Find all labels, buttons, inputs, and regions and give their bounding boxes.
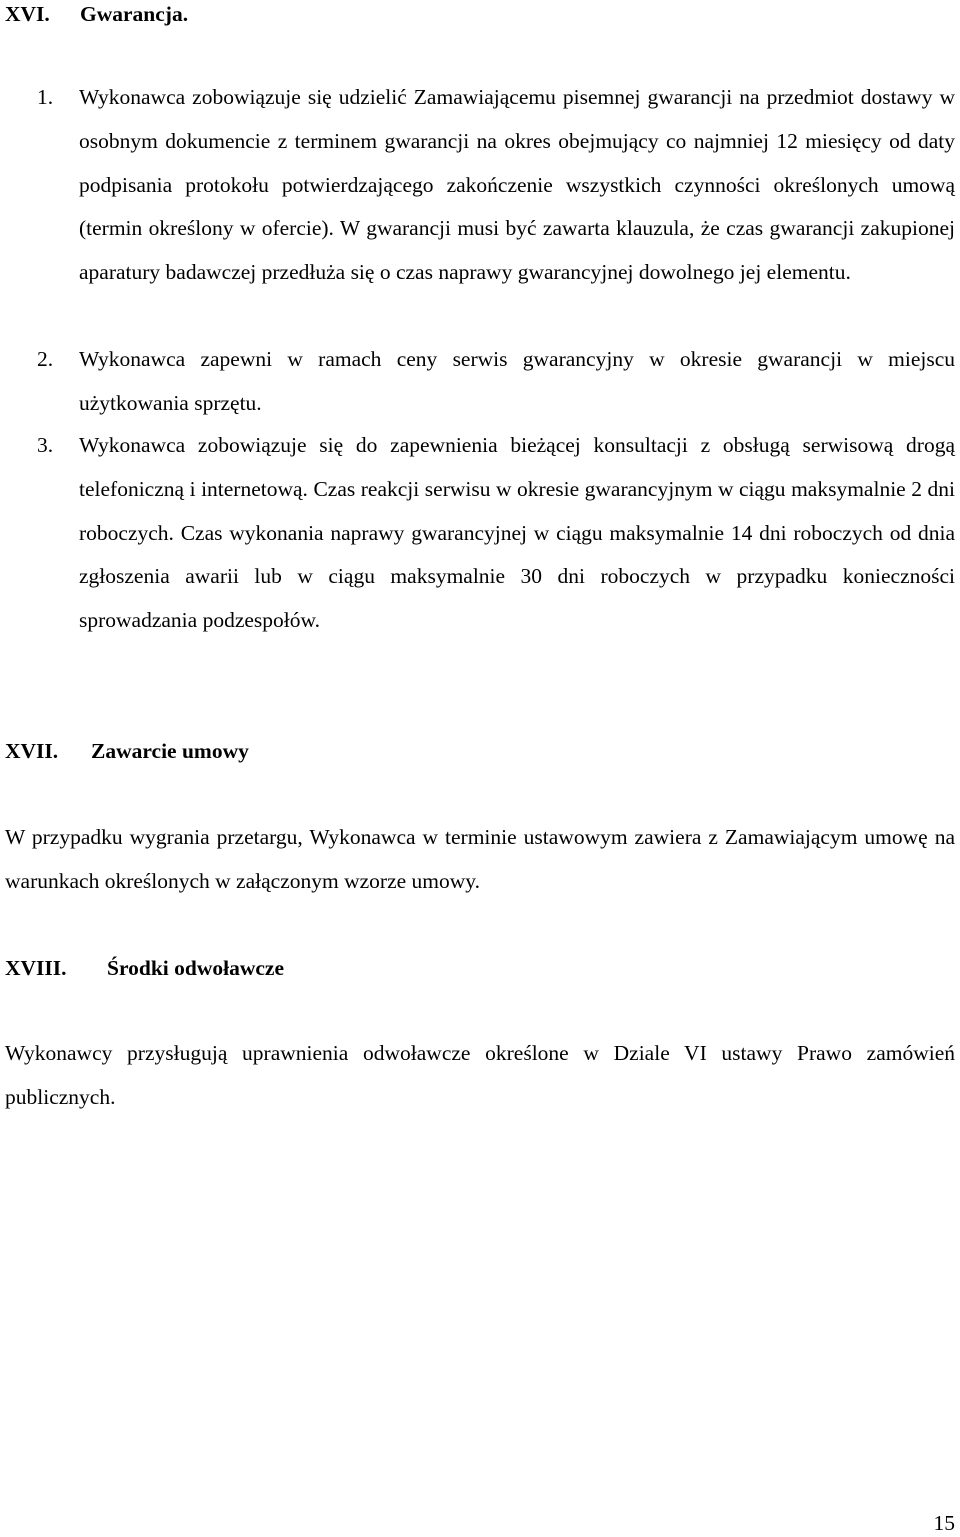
list-item-text: Wykonawca zobowiązuje się udzielić Zamawiającemu pisemnej gwarancji na przedmiot dostawy w osobnym dokumencie z terminem gwarancji na okres obejmujący co najmniej 12 miesięcy od daty podpisania protokołu potwierdzającego zakończenie wszystkich czynności określonych umową (termin określony w ofercie). W gwarancji musi być zawarta klauzula, że czas gwarancji zakupionej aparatury badawczej przedłuża się o czas naprawy gwarancyjnej dowolnego jej elementu. [79,85,955,285]
list-item [37,424,955,643]
section-title: Zawarcie umowy [91,739,249,763]
section-number: XVIII. [5,956,67,980]
section-title: Środki odwoławcze [107,956,284,980]
section-heading-xviii [5,951,284,985]
list-item-number: 3. [37,433,54,457]
section-heading-xvi [5,0,188,32]
section-title: Gwarancja. [80,2,189,26]
list-item-number: 2. [37,347,54,371]
list-item-text: Wykonawca zobowiązuje się do zapewnienia bieżącej konsultacji z obsługą serwisową drogą telefoniczną i internetową. Czas reakcji serwisu w okresie gwarancyjnym w ciągu maksymalnie 2 dni roboczych. Czas wykonania naprawy gwarancyjnej w ciągu maksymalnie 14 dni roboczych od dnia zgłoszenia awarii lub w ciągu maksymalnie 30 dni roboczych w przypadku konieczności sprowadzania podzespołów. [79,433,955,633]
section-number: XVII. [5,739,59,763]
list-item [37,76,955,295]
list-item-text: Wykonawca zapewni w ramach ceny serwis gwarancyjny w okresie gwarancji w miejscu użytkowania sprzętu. [79,347,955,415]
section-heading-xvii [5,734,249,768]
section-paragraph: Wykonawcy przysługują uprawnienia odwoławcze określone w Dziale VI ustawy Prawo zamówień publicznych. [5,1041,955,1109]
section-number: XVI. [5,2,50,26]
list-item-number: 1. [37,85,54,109]
list-item [37,338,955,426]
page-number: 15 [933,1511,955,1535]
section-paragraph: W przypadku wygrania przetargu, Wykonawca w terminie ustawowym zawiera z Zamawiającym umowę na warunkach określonych w załączonym wzorze umowy. [5,825,955,893]
